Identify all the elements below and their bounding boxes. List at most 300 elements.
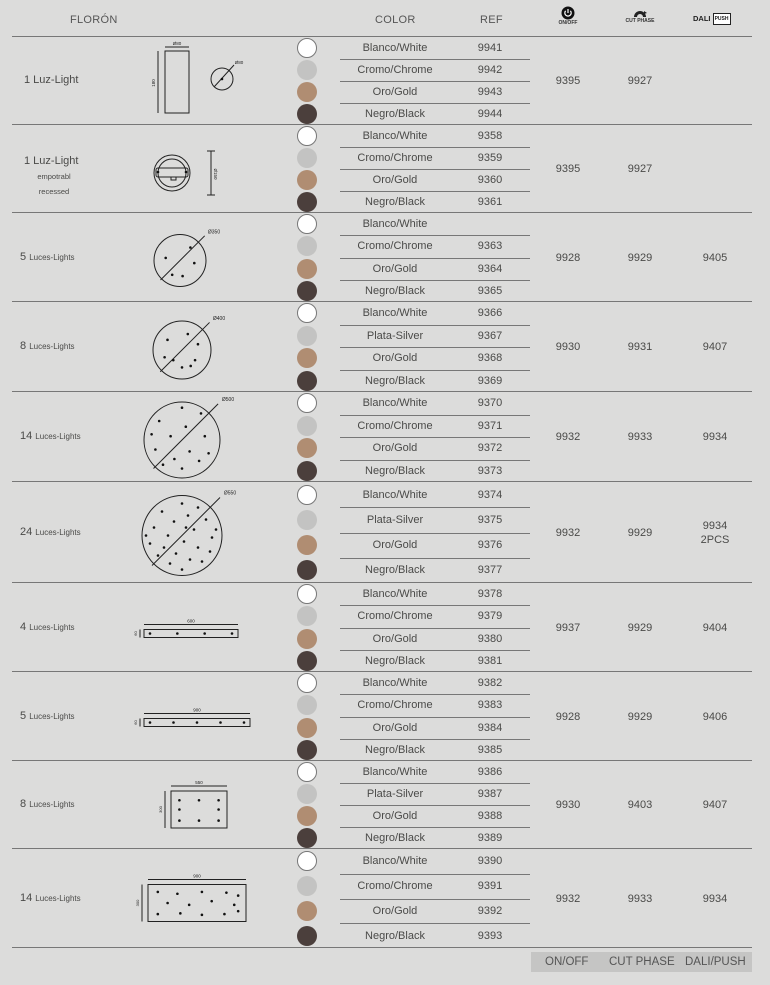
color-name: Negro/Black <box>365 832 425 844</box>
variant-divider <box>340 235 530 236</box>
color-swatch-gold <box>297 82 317 102</box>
ref-code: 9941 <box>477 42 503 54</box>
ref-header: REF <box>480 14 503 26</box>
cut-phase-ref: 9929 <box>627 621 653 634</box>
fixture-label: 8 Luces-Lights <box>20 340 75 352</box>
light-point <box>217 819 220 822</box>
ref-code: 9380 <box>477 632 503 645</box>
light-point <box>172 359 175 362</box>
variant-divider <box>340 280 530 281</box>
cut-phase-ref: 9929 <box>627 710 653 723</box>
color-swatch-black <box>297 740 317 760</box>
light-point <box>188 450 191 453</box>
table-header <box>0 0 770 36</box>
product-drawing <box>110 851 280 946</box>
svg-text:Ø550: Ø550 <box>223 490 237 497</box>
color-swatch-black <box>297 104 317 124</box>
ref-code: 9370 <box>477 397 503 410</box>
ref-code: 9943 <box>477 86 503 98</box>
light-point <box>205 518 208 521</box>
svg-text:Ø80: Ø80 <box>172 41 182 46</box>
ref-code: 9363 <box>477 240 503 253</box>
color-name: Oro/Gold <box>372 174 418 186</box>
product-drawing <box>110 304 280 390</box>
color-name: Negro/Black <box>365 374 425 387</box>
footer-cut-phase: CUT PHASE <box>609 956 675 968</box>
ref-code: 9388 <box>477 810 503 822</box>
variant-divider <box>340 923 530 924</box>
ref-code: 9386 <box>477 766 503 778</box>
light-point <box>181 502 184 505</box>
ref-code: 9381 <box>477 654 503 667</box>
on-off-ref: 9395 <box>555 75 581 87</box>
variant-divider <box>340 805 530 806</box>
light-point <box>178 819 181 822</box>
svg-text:300: 300 <box>158 806 163 813</box>
light-point <box>223 913 226 916</box>
on-off-header-text: ON/OFF <box>558 20 578 26</box>
ref-code: 9391 <box>477 880 503 893</box>
light-point <box>154 448 157 451</box>
color-swatch-gold <box>297 535 317 555</box>
table-row <box>0 213 770 302</box>
cut-phase-header <box>620 6 660 24</box>
product-drawing <box>110 763 280 847</box>
variant-divider <box>340 558 530 559</box>
color-swatch-black <box>297 192 317 212</box>
on-off-ref: 9937 <box>555 621 581 634</box>
light-point <box>181 366 184 369</box>
svg-text:180: 180 <box>151 79 156 87</box>
ref-code: 9364 <box>477 262 503 275</box>
color-swatch-gold <box>297 806 317 826</box>
variant-divider <box>340 81 530 82</box>
color-swatch-gold <box>297 629 317 649</box>
color-name: Oro/Gold <box>372 539 418 552</box>
light-point <box>233 904 236 907</box>
light-point <box>207 452 210 455</box>
fixture-label: 8 Luces-Lights <box>20 798 75 810</box>
color-swatch-black <box>297 926 317 946</box>
color-swatch-white <box>297 38 317 58</box>
light-point <box>193 528 196 531</box>
light-point <box>187 514 190 517</box>
light-point <box>161 510 164 513</box>
on-off-ref: 9930 <box>555 799 581 811</box>
light-point <box>185 171 188 174</box>
light-point <box>157 891 160 894</box>
light-point <box>221 78 224 81</box>
dali-push-ref: 9404 <box>702 621 728 634</box>
color-name: Negro/Black <box>365 929 425 942</box>
color-swatch-white <box>297 762 317 782</box>
cut-phase-ref: 9927 <box>627 163 653 175</box>
light-point <box>211 536 214 539</box>
color-swatch-chrome <box>297 148 317 168</box>
light-point <box>173 520 176 523</box>
color-name: Blanco/White <box>362 588 428 601</box>
light-point <box>164 257 167 260</box>
on-off-ref: 9928 <box>555 710 581 723</box>
color-name: Plata-Silver <box>366 788 424 800</box>
color-swatch-chrome <box>297 510 317 530</box>
ref-code: 9393 <box>477 929 503 942</box>
ref-code: 9392 <box>477 904 503 917</box>
on-off-ref: 9930 <box>555 341 581 353</box>
variant-divider <box>340 370 530 371</box>
color-name: Cromo/Chrome <box>357 610 433 623</box>
color-name: Blanco/White <box>362 307 428 320</box>
fixture-label: 1 Luz-Light empotrabl recessed <box>24 155 84 198</box>
dali-push-ref: 9407 <box>702 341 728 353</box>
light-point <box>185 526 188 529</box>
fixture-label: 24 Luces-Lights <box>20 525 81 538</box>
light-point <box>157 554 160 557</box>
on-off-ref: 9928 <box>555 251 581 264</box>
light-point <box>215 528 218 531</box>
light-point <box>153 526 156 529</box>
variant-divider <box>340 59 530 60</box>
light-point <box>183 540 186 543</box>
color-name: Negro/Black <box>365 108 425 120</box>
table-row <box>0 761 770 849</box>
color-swatch-white <box>297 584 317 604</box>
variant-divider <box>340 694 530 695</box>
cut-phase-ref: 9929 <box>627 251 653 264</box>
color-swatch-chrome <box>297 784 317 804</box>
ref-code: 9369 <box>477 374 503 387</box>
light-point <box>163 546 166 549</box>
light-point <box>173 458 176 461</box>
dali-push-ref: 9934 2PCS <box>700 519 730 546</box>
ref-code: 9358 <box>477 130 503 142</box>
svg-text:Ø350: Ø350 <box>207 229 221 236</box>
light-point <box>179 912 182 915</box>
variant-divider <box>340 147 530 148</box>
color-header: COLOR <box>375 14 416 26</box>
color-swatch-white <box>297 303 317 323</box>
light-point <box>158 420 161 423</box>
light-point <box>237 894 240 897</box>
color-name: Negro/Black <box>365 464 425 477</box>
light-point <box>225 891 228 894</box>
ref-code: 9382 <box>477 677 503 690</box>
svg-text:900: 900 <box>193 707 201 713</box>
svg-text:300: 300 <box>135 899 140 907</box>
color-swatch-white <box>297 214 317 234</box>
on-off-ref: 9932 <box>555 431 581 443</box>
variant-divider <box>340 533 530 534</box>
color-name: Cromo/Chrome <box>357 64 433 76</box>
variant-divider <box>340 415 530 416</box>
floron-header: FLORÓN <box>70 14 118 26</box>
color-name: Oro/Gold <box>372 86 418 98</box>
table-row <box>0 482 770 583</box>
variant-divider <box>340 628 530 629</box>
dali-push-ref: 9406 <box>702 710 728 723</box>
product-drawing <box>110 394 280 480</box>
ref-code: 9367 <box>477 329 503 342</box>
light-point <box>210 900 213 903</box>
light-point <box>198 460 201 463</box>
color-name: Blanco/White <box>362 855 428 868</box>
row-divider <box>12 947 752 948</box>
svg-text:Ø80: Ø80 <box>234 60 244 65</box>
table-row <box>0 392 770 482</box>
light-point <box>178 808 181 811</box>
cut-phase-ref: 9931 <box>627 341 653 353</box>
light-point <box>172 721 175 724</box>
dali-push-ref: 9934 <box>702 431 728 443</box>
color-swatch-gold <box>297 901 317 921</box>
variant-divider <box>340 827 530 828</box>
light-point <box>149 721 152 724</box>
light-point <box>169 435 172 438</box>
light-point <box>189 558 192 561</box>
color-swatch-chrome <box>297 60 317 80</box>
color-name: Blanco/White <box>362 397 428 410</box>
power-icon <box>561 6 575 20</box>
light-point <box>176 632 179 635</box>
color-name: Plata-Silver <box>366 329 424 342</box>
light-point <box>243 721 246 724</box>
table-row <box>0 672 770 761</box>
light-point <box>219 721 222 724</box>
variant-divider <box>340 169 530 170</box>
cut-phase-ref: 9927 <box>627 75 653 87</box>
color-name: Plata-Silver <box>366 513 424 526</box>
light-point <box>187 333 190 336</box>
color-name: Oro/Gold <box>372 352 418 365</box>
light-point <box>181 467 184 470</box>
color-swatch-chrome <box>297 326 317 346</box>
light-point <box>166 339 169 342</box>
product-drawing <box>110 585 280 670</box>
variant-divider <box>340 783 530 784</box>
color-swatch-black <box>297 828 317 848</box>
ref-code: 9942 <box>477 64 503 76</box>
variant-divider <box>340 325 530 326</box>
ref-code: 9378 <box>477 588 503 601</box>
light-point <box>201 891 204 894</box>
ref-code: 9383 <box>477 699 503 712</box>
variant-divider <box>340 717 530 718</box>
color-name: Negro/Black <box>365 284 425 297</box>
cut-phase-ref: 9933 <box>627 431 653 443</box>
color-swatch-white <box>297 673 317 693</box>
color-name: Oro/Gold <box>372 442 418 455</box>
svg-text:60: 60 <box>133 720 138 725</box>
color-swatch-black <box>297 560 317 580</box>
variant-divider <box>340 650 530 651</box>
dali-push-header <box>693 10 731 26</box>
variant-divider <box>340 258 530 259</box>
color-name: Negro/Black <box>365 196 425 208</box>
color-swatch-gold <box>297 259 317 279</box>
dali-push-ref: 9407 <box>702 799 728 811</box>
ref-code: 9379 <box>477 610 503 623</box>
color-swatch-black <box>297 371 317 391</box>
light-point <box>150 433 153 436</box>
variant-divider <box>340 874 530 875</box>
table-row <box>0 302 770 392</box>
light-point <box>181 275 184 278</box>
light-point <box>231 632 234 635</box>
color-swatch-gold <box>297 438 317 458</box>
light-point <box>237 910 240 913</box>
color-name: Oro/Gold <box>372 632 418 645</box>
ref-code: 9390 <box>477 855 503 868</box>
ref-code: 9376 <box>477 539 503 552</box>
variant-divider <box>340 103 530 104</box>
light-point <box>197 343 200 346</box>
fixture-sublabel: recessed <box>38 187 70 196</box>
table-row <box>0 583 770 672</box>
ref-code: 9374 <box>477 488 503 501</box>
dali-push-ref: 9934 <box>702 892 728 905</box>
variant-divider <box>340 191 530 192</box>
variant-divider <box>340 507 530 508</box>
light-point <box>193 262 196 265</box>
svg-text:Ø500: Ø500 <box>221 397 235 403</box>
color-name: Blanco/White <box>362 42 428 54</box>
light-point <box>178 799 181 802</box>
color-name: Cromo/Chrome <box>357 699 433 712</box>
light-point <box>197 546 200 549</box>
color-swatch-white <box>297 485 317 505</box>
color-name: Oro/Gold <box>372 262 418 275</box>
svg-text:Ø400: Ø400 <box>212 316 226 322</box>
ref-code: 9365 <box>477 284 503 297</box>
product-drawing <box>110 674 280 759</box>
light-point <box>201 560 204 563</box>
cut-phase-icon <box>632 8 648 18</box>
ref-code: 9360 <box>477 174 503 186</box>
light-point <box>145 534 148 537</box>
dali-push-icon: DALI PUSH <box>693 14 731 23</box>
light-point <box>200 412 203 415</box>
variant-divider <box>340 605 530 606</box>
svg-text:550: 550 <box>195 780 203 785</box>
color-swatch-white <box>297 393 317 413</box>
light-point <box>189 365 192 368</box>
footer-on-off: ON/OFF <box>545 956 589 968</box>
dali-push-ref: 9405 <box>702 251 728 264</box>
fixture-label: 5 Luces-Lights <box>20 250 75 263</box>
color-swatch-chrome <box>297 695 317 715</box>
light-point <box>217 799 220 802</box>
variant-divider <box>340 437 530 438</box>
ref-code: 9387 <box>477 788 503 800</box>
product-drawing <box>110 127 280 211</box>
light-point <box>204 435 207 438</box>
table-row <box>0 849 770 948</box>
product-drawing <box>110 215 280 300</box>
on-off-ref: 9932 <box>555 526 581 539</box>
product-drawing <box>110 39 280 123</box>
ref-code: 9373 <box>477 464 503 477</box>
light-point <box>201 914 204 917</box>
ref-code: 9366 <box>477 307 503 320</box>
light-point <box>157 913 160 916</box>
color-name: Negro/Black <box>365 654 425 667</box>
color-name: Cromo/Chrome <box>357 419 433 432</box>
ref-code: 9372 <box>477 442 503 455</box>
color-name: Negro/Black <box>365 743 425 756</box>
light-point <box>169 562 172 565</box>
color-swatch-black <box>297 651 317 671</box>
light-point <box>203 632 206 635</box>
light-point <box>185 425 188 428</box>
light-point <box>181 568 184 571</box>
color-name: Oro/Gold <box>372 810 418 822</box>
footer-dali-push: DALI/PUSH <box>685 956 746 968</box>
ref-code: 9375 <box>477 513 503 526</box>
color-name: Blanco/White <box>362 218 428 231</box>
fixture-label: 1 Luz-Light <box>24 74 79 86</box>
light-point <box>217 808 220 811</box>
light-point <box>162 463 165 466</box>
footer-legend <box>531 952 752 972</box>
color-name: Blanco/White <box>362 766 428 778</box>
color-name: Blanco/White <box>362 130 428 142</box>
table-row <box>0 125 770 213</box>
color-swatch-chrome <box>297 876 317 896</box>
color-swatch-gold <box>297 718 317 738</box>
svg-text:Ø150: Ø150 <box>213 168 218 180</box>
light-point <box>198 819 201 822</box>
variant-divider <box>340 899 530 900</box>
light-point <box>167 534 170 537</box>
light-point <box>188 904 191 907</box>
cut-phase-ref: 9929 <box>627 526 653 539</box>
product-drawing <box>110 484 280 581</box>
color-swatch-black <box>297 461 317 481</box>
color-name: Blanco/White <box>362 488 428 501</box>
cut-phase-ref: 9933 <box>627 892 653 905</box>
light-point <box>175 552 178 555</box>
light-point <box>198 799 201 802</box>
light-point <box>166 902 169 905</box>
variant-divider <box>340 739 530 740</box>
variant-divider <box>340 460 530 461</box>
on-off-header <box>548 6 588 26</box>
fixture-label: 14 Luces-Lights <box>20 891 81 904</box>
light-point <box>189 246 192 249</box>
svg-text:600: 600 <box>187 618 195 624</box>
light-point <box>163 356 166 359</box>
fixture-label: 14 Luces-Lights <box>20 430 81 442</box>
ref-code: 9361 <box>477 196 503 208</box>
color-name: Cromo/Chrome <box>357 240 433 253</box>
light-point <box>197 506 200 509</box>
light-point <box>157 171 160 174</box>
color-name: Blanco/White <box>362 677 428 690</box>
ref-code: 9385 <box>477 743 503 756</box>
color-name: Oro/Gold <box>372 721 418 734</box>
on-off-ref: 9932 <box>555 892 581 905</box>
svg-text:900: 900 <box>193 873 201 879</box>
light-point <box>194 359 197 362</box>
color-name: Oro/Gold <box>372 904 418 917</box>
color-name: Cromo/Chrome <box>357 880 433 893</box>
color-swatch-chrome <box>297 236 317 256</box>
ref-code: 9384 <box>477 721 503 734</box>
fixture-label: 4 Luces-Lights <box>20 620 75 633</box>
light-point <box>196 721 199 724</box>
cut-phase-ref: 9403 <box>627 799 653 811</box>
ref-code: 9944 <box>477 108 503 120</box>
